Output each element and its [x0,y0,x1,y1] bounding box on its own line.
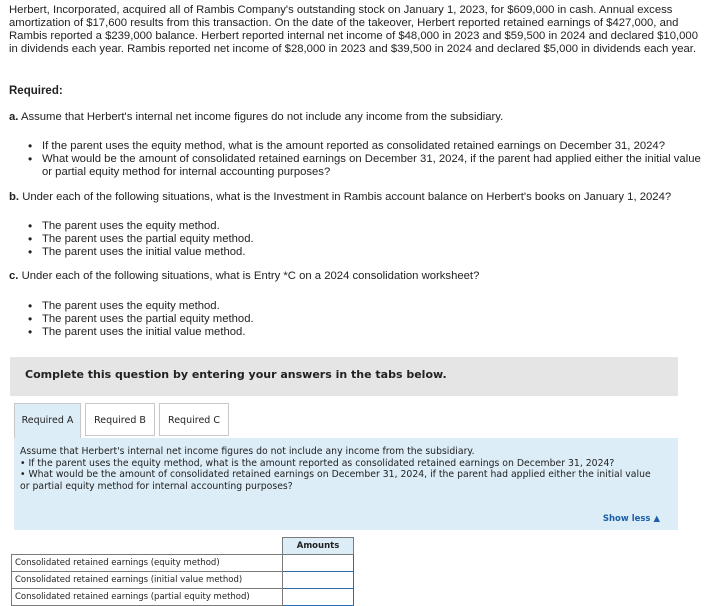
part-a-text: Assume that Herbert's internal net income figures do not include any income from the subsidiary. [20,111,504,123]
part-b-text: Under each of the following situations, what is the Investment in Rambis account balance on Herbert's books on January 1, 2024? [22,191,672,203]
answer-table [11,537,354,606]
tab-panel-required-a [14,438,678,530]
part-b-letter: b. [9,191,20,203]
tab-required-b[interactable]: Required B [85,403,155,436]
answer-table-corner [12,538,283,555]
part-c-bullets [26,300,706,339]
table-row [12,555,354,572]
list-item: • If the parent uses the equity method, what is the amount reported as consolidated retained earnings on December 31, 2024? [26,140,706,153]
list-item: • The parent uses the initial value method. [26,246,706,259]
instructions-banner [10,357,678,396]
list-item: • The parent uses the partial equity method. [26,233,706,246]
problem-intro: Herbert, Incorporated, acquired all of Rambis Company's outstanding stock on January 1, 2023, for $609,000 in cash. Annual excess amortization of $17,600 results from this transaction. On the date of the takeover, Herbert reported retained earnings of $427,000, and Rambis reported a $239,000 balance. Herbert reported internal net income of $48,000 in 2023 and $59,500 in 2024 and declared $10,000 in dividends each year. Rambis reported net income of $28,000 in 2023 and $39,500 in 2024 and declared $5,000 in dividends each year. [9,4,698,55]
amount-cell [283,555,354,572]
amount-cell [283,589,354,606]
part-c-text: Under each of the following situations, what is Entry *C on a 2024 consolidation worksheet? [21,270,480,282]
panel-instructions [20,446,660,492]
list-item: • The parent uses the equity method. [26,220,706,233]
panel-line-3: • What would be the amount of consolidated retained earnings on December 31, 2024, if the parent had applied either the initial value or partial equity method for internal accounting purposes? [20,469,651,492]
list-item: • The parent uses the initial value method. [26,326,706,339]
partial-equity-method-amount-input[interactable] [283,590,353,604]
initial-value-method-amount-input[interactable] [283,573,353,587]
table-row [12,589,354,606]
part-a-prompt [9,111,503,124]
panel-line-2: • If the parent uses the equity method, what is the amount reported as consolidated retained earnings on December 31, 2024? [20,457,615,469]
table-row [12,572,354,589]
row-label: Consolidated retained earnings (initial value method) [12,572,283,589]
list-item: • The parent uses the partial equity method. [26,313,706,326]
part-c-prompt [9,270,479,283]
required-heading: Required: [9,85,63,97]
tab-required-c[interactable]: Required C [159,403,229,436]
equity-method-amount-input[interactable] [283,556,353,570]
list-item: • The parent uses the equity method. [26,300,706,313]
banner-text: Complete this question by entering your answers in the tabs below. [25,368,447,381]
panel-line-1: Assume that Herbert's internal net income figures do not include any income from the subsidiary. [20,446,475,457]
part-a-bullets [26,140,706,179]
part-b-prompt [9,191,671,204]
tab-required-a[interactable]: Required A [14,403,81,439]
amounts-header: Amounts [283,538,354,555]
row-label: Consolidated retained earnings (equity method) [12,555,283,572]
row-label: Consolidated retained earnings (partial equity method) [12,589,283,606]
part-b-bullets [26,220,706,259]
show-less-link[interactable]: Show less ▲ [602,514,660,524]
amount-cell [283,572,354,589]
part-a-letter: a. [9,111,19,123]
list-item: • What would be the amount of consolidated retained earnings on December 31, 2024, if the parent had applied either the initial value or partial equity method for internal accounting purposes? [26,153,706,179]
part-c-letter: c. [9,270,19,282]
